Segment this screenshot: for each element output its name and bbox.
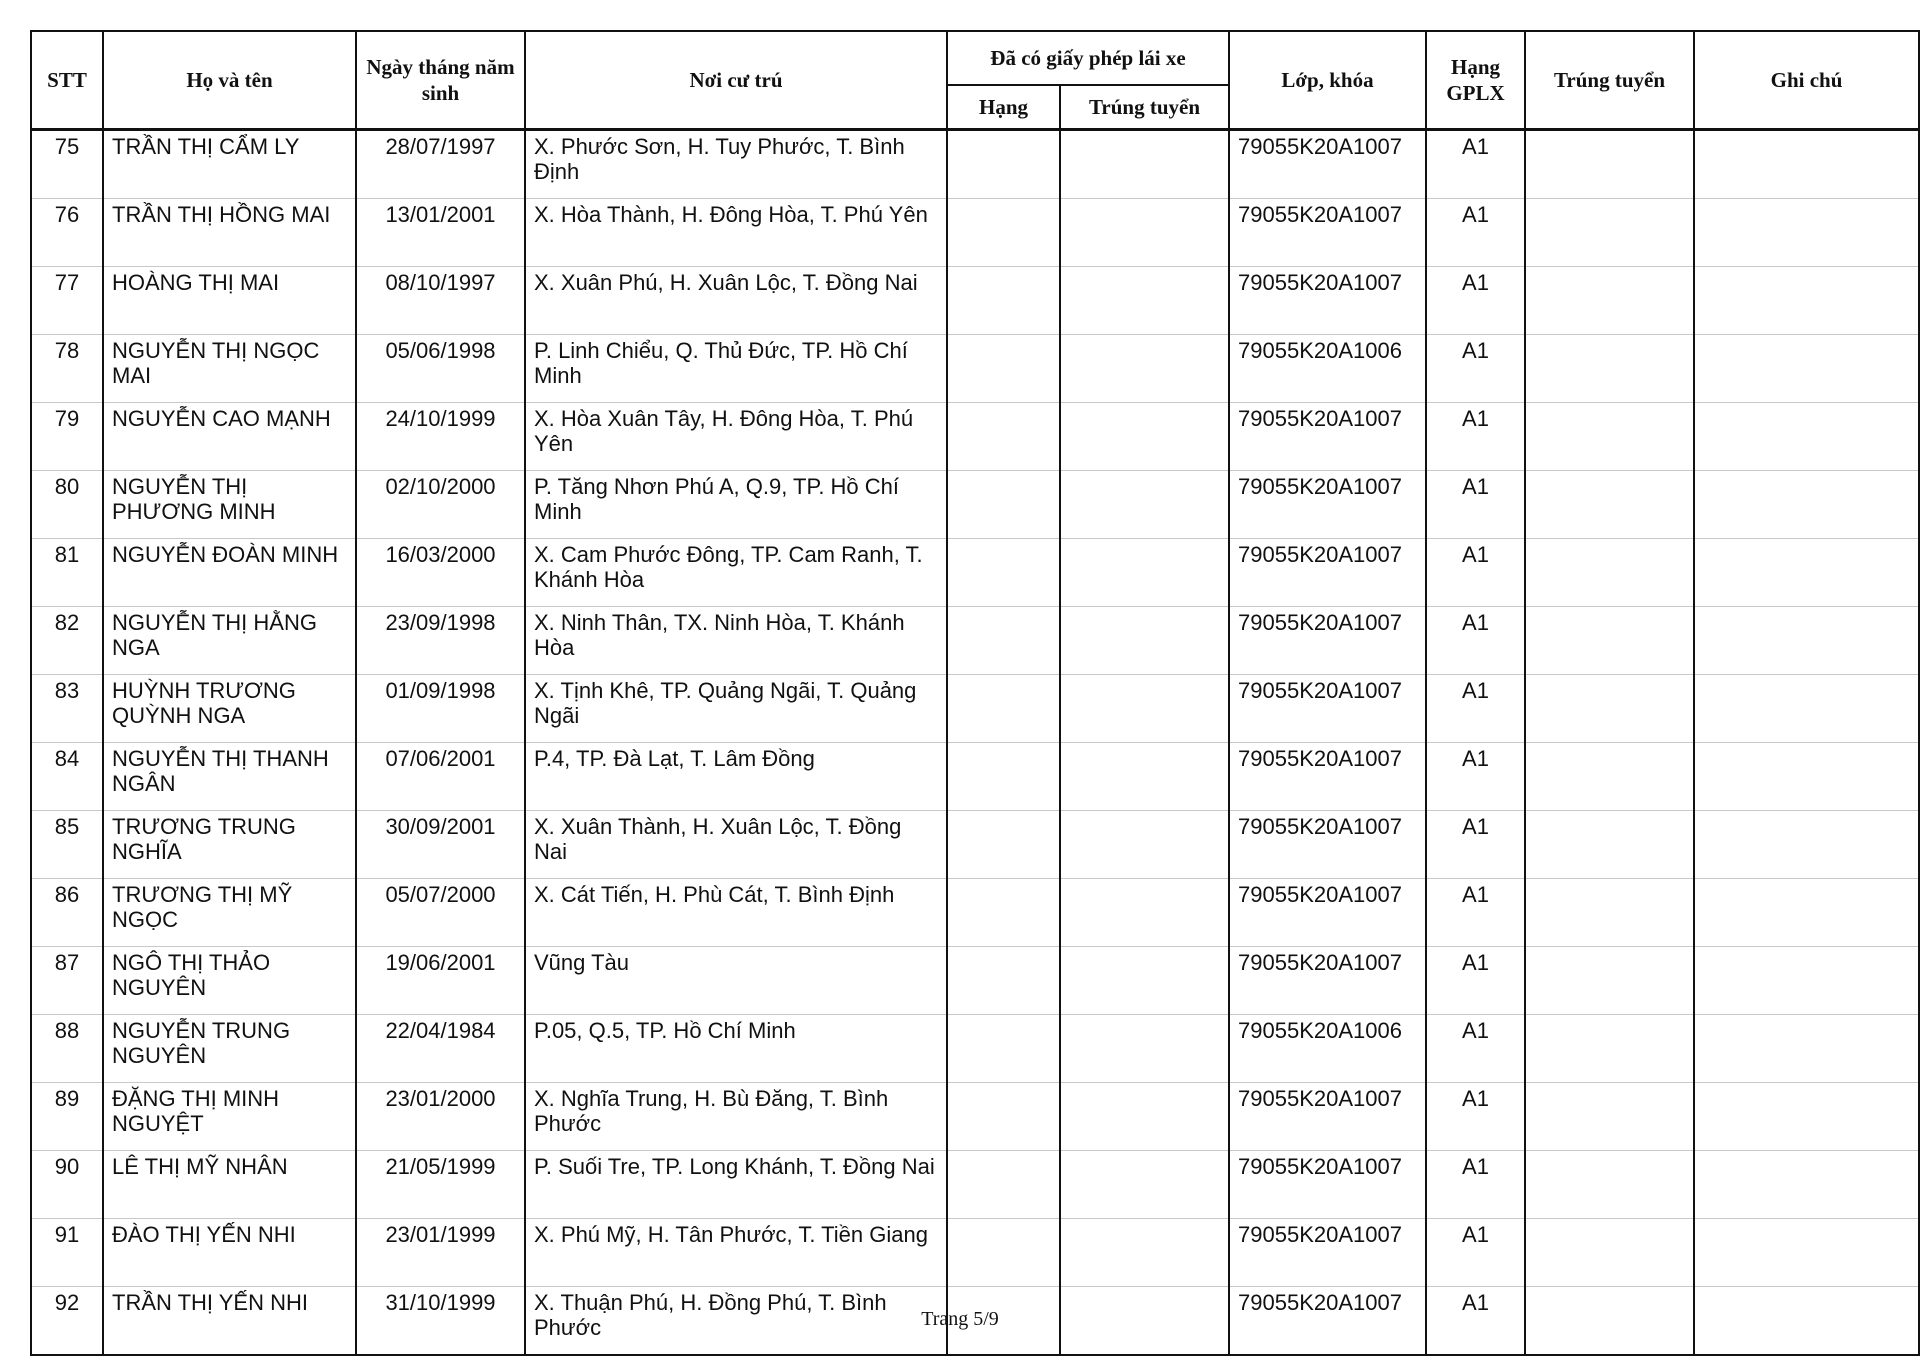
- row-license-rank: [947, 539, 1060, 607]
- row-license-passed: [1060, 335, 1229, 403]
- row-name: NGUYỄN TRUNG NGUYÊN: [103, 1015, 356, 1083]
- row-license-passed: [1060, 130, 1229, 199]
- row-license-rank: [947, 403, 1060, 471]
- table-row: [31, 403, 1919, 471]
- candidate-table: [30, 30, 1920, 1356]
- row-name: NGÔ THỊ THẢO NGUYÊN: [103, 947, 356, 1015]
- row-license-passed: [1060, 1083, 1229, 1151]
- row-name: HUỲNH TRƯƠNG QUỲNH NGA: [103, 675, 356, 743]
- row-passed: [1525, 1083, 1694, 1151]
- row-dob: 08/10/1997: [356, 267, 525, 335]
- row-name: NGUYỄN ĐOÀN MINH: [103, 539, 356, 607]
- header-note: Ghi chú: [1694, 31, 1919, 130]
- header-gplx-rank: Hạng GPLX: [1426, 31, 1525, 130]
- row-passed: [1525, 675, 1694, 743]
- row-passed: [1525, 335, 1694, 403]
- header-license-group: Đã có giấy phép lái xe: [947, 31, 1229, 85]
- row-class: 79055K20A1007: [1229, 130, 1426, 199]
- row-license-rank: [947, 879, 1060, 947]
- table-row: [31, 879, 1919, 947]
- row-gplx-rank: A1: [1426, 1287, 1525, 1356]
- row-gplx-rank: A1: [1426, 1083, 1525, 1151]
- header-license-passed: Trúng tuyển: [1060, 85, 1229, 130]
- row-stt: 84: [31, 743, 103, 811]
- row-dob: 07/06/2001: [356, 743, 525, 811]
- row-note: [1694, 879, 1919, 947]
- row-address: P. Tăng Nhơn Phú A, Q.9, TP. Hồ Chí Minh: [525, 471, 947, 539]
- row-address: P. Linh Chiểu, Q. Thủ Đức, TP. Hồ Chí Minh: [525, 335, 947, 403]
- row-stt: 90: [31, 1151, 103, 1219]
- row-dob: 05/07/2000: [356, 879, 525, 947]
- header-passed: Trúng tuyển: [1525, 31, 1694, 130]
- row-license-rank: [947, 1015, 1060, 1083]
- row-gplx-rank: A1: [1426, 1219, 1525, 1287]
- row-license-rank: [947, 607, 1060, 675]
- row-class: 79055K20A1007: [1229, 1219, 1426, 1287]
- row-gplx-rank: A1: [1426, 675, 1525, 743]
- row-note: [1694, 539, 1919, 607]
- table-row: [31, 743, 1919, 811]
- row-license-rank: [947, 335, 1060, 403]
- row-name: TRẦN THỊ HỒNG MAI: [103, 199, 356, 267]
- row-passed: [1525, 539, 1694, 607]
- row-license-passed: [1060, 947, 1229, 1015]
- row-note: [1694, 471, 1919, 539]
- row-license-rank: [947, 947, 1060, 1015]
- row-stt: 80: [31, 471, 103, 539]
- row-note: [1694, 130, 1919, 199]
- row-passed: [1525, 403, 1694, 471]
- row-name: TRẦN THỊ CẨM LY: [103, 130, 356, 199]
- row-note: [1694, 947, 1919, 1015]
- row-license-rank: [947, 471, 1060, 539]
- row-note: [1694, 607, 1919, 675]
- row-address: X. Hòa Thành, H. Đông Hòa, T. Phú Yên: [525, 199, 947, 267]
- row-passed: [1525, 879, 1694, 947]
- row-class: 79055K20A1006: [1229, 1015, 1426, 1083]
- row-license-rank: [947, 675, 1060, 743]
- row-address: Vũng Tàu: [525, 947, 947, 1015]
- row-dob: 23/01/2000: [356, 1083, 525, 1151]
- row-gplx-rank: A1: [1426, 403, 1525, 471]
- row-license-passed: [1060, 267, 1229, 335]
- row-gplx-rank: A1: [1426, 1015, 1525, 1083]
- row-address: X. Ninh Thân, TX. Ninh Hòa, T. Khánh Hòa: [525, 607, 947, 675]
- row-address: X. Cát Tiến, H. Phù Cát, T. Bình Định: [525, 879, 947, 947]
- row-class: 79055K20A1007: [1229, 743, 1426, 811]
- table-row: [31, 1083, 1919, 1151]
- row-gplx-rank: A1: [1426, 947, 1525, 1015]
- row-name: NGUYỄN THỊ HẰNG NGA: [103, 607, 356, 675]
- table-row: [31, 1219, 1919, 1287]
- table-row: [31, 607, 1919, 675]
- row-name: ĐẶNG THỊ MINH NGUYỆT: [103, 1083, 356, 1151]
- row-stt: 75: [31, 130, 103, 199]
- row-license-rank: [947, 267, 1060, 335]
- row-dob: 02/10/2000: [356, 471, 525, 539]
- row-name: NGUYỄN THỊ THANH NGÂN: [103, 743, 356, 811]
- row-gplx-rank: A1: [1426, 743, 1525, 811]
- row-name: NGUYỄN THỊ NGỌC MAI: [103, 335, 356, 403]
- row-license-rank: [947, 743, 1060, 811]
- row-note: [1694, 199, 1919, 267]
- row-dob: 23/09/1998: [356, 607, 525, 675]
- row-address: X. Xuân Phú, H. Xuân Lộc, T. Đồng Nai: [525, 267, 947, 335]
- row-gplx-rank: A1: [1426, 539, 1525, 607]
- row-dob: 23/01/1999: [356, 1219, 525, 1287]
- row-license-passed: [1060, 539, 1229, 607]
- row-license-rank: [947, 811, 1060, 879]
- row-class: 79055K20A1007: [1229, 1151, 1426, 1219]
- table-row: [31, 471, 1919, 539]
- row-note: [1694, 811, 1919, 879]
- row-address: X. Hòa Xuân Tây, H. Đông Hòa, T. Phú Yên: [525, 403, 947, 471]
- row-dob: 01/09/1998: [356, 675, 525, 743]
- row-address: P.05, Q.5, TP. Hồ Chí Minh: [525, 1015, 947, 1083]
- row-license-rank: [947, 1151, 1060, 1219]
- row-note: [1694, 403, 1919, 471]
- table-row: [31, 335, 1919, 403]
- row-note: [1694, 1151, 1919, 1219]
- row-passed: [1525, 743, 1694, 811]
- row-passed: [1525, 267, 1694, 335]
- row-passed: [1525, 199, 1694, 267]
- row-class: 79055K20A1007: [1229, 199, 1426, 267]
- row-passed: [1525, 130, 1694, 199]
- row-gplx-rank: A1: [1426, 1151, 1525, 1219]
- row-class: 79055K20A1006: [1229, 335, 1426, 403]
- table-row: [31, 947, 1919, 1015]
- row-gplx-rank: A1: [1426, 267, 1525, 335]
- row-class: 79055K20A1007: [1229, 675, 1426, 743]
- row-note: [1694, 1219, 1919, 1287]
- row-address: X. Thuận Phú, H. Đồng Phú, T. Bình Phước: [525, 1287, 947, 1356]
- row-note: [1694, 1083, 1919, 1151]
- row-stt: 89: [31, 1083, 103, 1151]
- row-license-passed: [1060, 403, 1229, 471]
- row-address: X. Nghĩa Trung, H. Bù Đăng, T. Bình Phước: [525, 1083, 947, 1151]
- row-class: 79055K20A1007: [1229, 1083, 1426, 1151]
- header-stt: STT: [31, 31, 103, 130]
- row-passed: [1525, 471, 1694, 539]
- row-stt: 81: [31, 539, 103, 607]
- header-address: Nơi cư trú: [525, 31, 947, 130]
- table-row: [31, 130, 1919, 199]
- row-license-passed: [1060, 471, 1229, 539]
- row-passed: [1525, 1151, 1694, 1219]
- row-license-rank: [947, 199, 1060, 267]
- row-license-passed: [1060, 879, 1229, 947]
- row-gplx-rank: A1: [1426, 130, 1525, 199]
- row-class: 79055K20A1007: [1229, 811, 1426, 879]
- row-gplx-rank: A1: [1426, 335, 1525, 403]
- row-license-passed: [1060, 607, 1229, 675]
- row-passed: [1525, 811, 1694, 879]
- row-license-passed: [1060, 1219, 1229, 1287]
- row-note: [1694, 743, 1919, 811]
- row-stt: 85: [31, 811, 103, 879]
- row-passed: [1525, 607, 1694, 675]
- row-stt: 92: [31, 1287, 103, 1356]
- row-dob: 13/01/2001: [356, 199, 525, 267]
- row-dob: 28/07/1997: [356, 130, 525, 199]
- row-dob: 31/10/1999: [356, 1287, 525, 1356]
- row-name: LÊ THỊ MỸ NHÂN: [103, 1151, 356, 1219]
- row-stt: 88: [31, 1015, 103, 1083]
- row-name: NGUYỄN THỊ PHƯƠNG MINH: [103, 471, 356, 539]
- row-stt: 76: [31, 199, 103, 267]
- row-stt: 91: [31, 1219, 103, 1287]
- table-row: [31, 811, 1919, 879]
- row-name: HOÀNG THỊ MAI: [103, 267, 356, 335]
- row-address: X. Xuân Thành, H. Xuân Lộc, T. Đồng Nai: [525, 811, 947, 879]
- row-license-rank: [947, 1219, 1060, 1287]
- row-gplx-rank: A1: [1426, 199, 1525, 267]
- row-stt: 82: [31, 607, 103, 675]
- row-passed: [1525, 947, 1694, 1015]
- table-row: [31, 199, 1919, 267]
- row-passed: [1525, 1015, 1694, 1083]
- row-name: TRẦN THỊ YẾN NHI: [103, 1287, 356, 1356]
- row-address: P. Suối Tre, TP. Long Khánh, T. Đồng Nai: [525, 1151, 947, 1219]
- row-name: ĐÀO THỊ YẾN NHI: [103, 1219, 356, 1287]
- row-name: NGUYỄN CAO MẠNH: [103, 403, 356, 471]
- table-row: [31, 1151, 1919, 1219]
- header-dob: Ngày tháng năm sinh: [356, 31, 525, 130]
- row-name: TRƯƠNG TRUNG NGHĨA: [103, 811, 356, 879]
- row-passed: [1525, 1219, 1694, 1287]
- row-gplx-rank: A1: [1426, 607, 1525, 675]
- row-license-passed: [1060, 1015, 1229, 1083]
- row-class: 79055K20A1007: [1229, 607, 1426, 675]
- page-number: Trang 5/9: [921, 1308, 999, 1330]
- row-name: TRƯƠNG THỊ MỸ NGỌC: [103, 879, 356, 947]
- row-dob: 30/09/2001: [356, 811, 525, 879]
- row-license-passed: [1060, 199, 1229, 267]
- row-class: 79055K20A1007: [1229, 879, 1426, 947]
- row-stt: 77: [31, 267, 103, 335]
- table-row: [31, 1015, 1919, 1083]
- row-license-rank: [947, 1083, 1060, 1151]
- row-address: X. Tịnh Khê, TP. Quảng Ngãi, T. Quảng Ngãi: [525, 675, 947, 743]
- row-stt: 79: [31, 403, 103, 471]
- table-row: [31, 675, 1919, 743]
- row-class: 79055K20A1007: [1229, 403, 1426, 471]
- row-dob: 19/06/2001: [356, 947, 525, 1015]
- row-gplx-rank: A1: [1426, 471, 1525, 539]
- row-address: X. Phú Mỹ, H. Tân Phước, T. Tiền Giang: [525, 1219, 947, 1287]
- row-stt: 87: [31, 947, 103, 1015]
- header-name: Họ và tên: [103, 31, 356, 130]
- row-gplx-rank: A1: [1426, 879, 1525, 947]
- row-class: 79055K20A1007: [1229, 947, 1426, 1015]
- table-row: [31, 539, 1919, 607]
- table-header: [31, 31, 1919, 130]
- row-license-passed: [1060, 811, 1229, 879]
- header-class: Lớp, khóa: [1229, 31, 1426, 130]
- row-address: X. Phước Sơn, H. Tuy Phước, T. Bình Định: [525, 130, 947, 199]
- row-dob: 05/06/1998: [356, 335, 525, 403]
- row-address: X. Cam Phước Đông, TP. Cam Ranh, T. Khánh Hòa: [525, 539, 947, 607]
- row-license-passed: [1060, 1151, 1229, 1219]
- table-row: [31, 267, 1919, 335]
- row-stt: 78: [31, 335, 103, 403]
- row-gplx-rank: A1: [1426, 811, 1525, 879]
- row-note: [1694, 335, 1919, 403]
- row-stt: 83: [31, 675, 103, 743]
- row-dob: 22/04/1984: [356, 1015, 525, 1083]
- row-class: 79055K20A1007: [1229, 1287, 1426, 1356]
- header-license-rank: Hạng: [947, 85, 1060, 130]
- row-note: [1694, 675, 1919, 743]
- row-class: 79055K20A1007: [1229, 539, 1426, 607]
- row-class: 79055K20A1007: [1229, 267, 1426, 335]
- row-license-passed: [1060, 743, 1229, 811]
- row-license-rank: [947, 130, 1060, 199]
- row-dob: 21/05/1999: [356, 1151, 525, 1219]
- row-dob: 16/03/2000: [356, 539, 525, 607]
- row-license-passed: [1060, 675, 1229, 743]
- row-stt: 86: [31, 879, 103, 947]
- row-note: [1694, 267, 1919, 335]
- row-address: P.4, TP. Đà Lạt, T. Lâm Đồng: [525, 743, 947, 811]
- row-dob: 24/10/1999: [356, 403, 525, 471]
- table-body: [31, 130, 1919, 1356]
- row-note: [1694, 1015, 1919, 1083]
- row-class: 79055K20A1007: [1229, 471, 1426, 539]
